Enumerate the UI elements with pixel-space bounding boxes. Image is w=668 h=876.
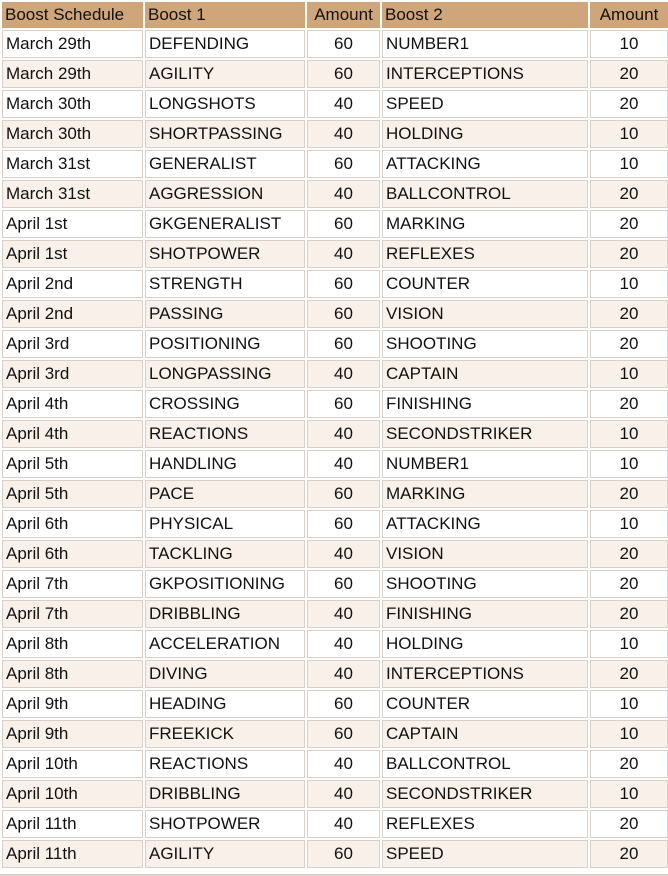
cell-amount-1: 60: [307, 270, 380, 298]
table-row: [2, 780, 668, 808]
cell-boost-1: CROSSING: [145, 390, 305, 418]
cell-amount-1: 40: [307, 240, 380, 268]
cell-amount-1: 60: [307, 840, 380, 868]
table-row: [2, 330, 668, 358]
table-row: [2, 570, 668, 598]
cell-date: April 9th: [2, 720, 143, 748]
cell-boost-1: GKGENERALIST: [145, 210, 305, 238]
cell-date: April 8th: [2, 660, 143, 688]
cell-boost-2: CAPTAIN: [382, 360, 588, 388]
cell-boost-1: REACTIONS: [145, 420, 305, 448]
cell-date: March 30th: [2, 90, 143, 118]
table-row: [2, 360, 668, 388]
cell-amount-2: 20: [590, 180, 668, 208]
cell-date: April 1st: [2, 210, 143, 238]
cell-amount-2: 10: [590, 360, 668, 388]
cell-amount-2: 20: [590, 390, 668, 418]
table-row: [2, 810, 668, 838]
cell-amount-1: 40: [307, 660, 380, 688]
cell-amount-1: 40: [307, 630, 380, 658]
table-row: [2, 180, 668, 208]
cell-amount-1: 60: [307, 210, 380, 238]
cell-boost-1: SHOTPOWER: [145, 810, 305, 838]
table-row: [2, 840, 668, 868]
cell-amount-2: 20: [590, 210, 668, 238]
cell-amount-1: 60: [307, 330, 380, 358]
table-row: [2, 270, 668, 298]
cell-boost-1: LONGSHOTS: [145, 90, 305, 118]
table-row: [2, 600, 668, 628]
cell-amount-1: 40: [307, 750, 380, 778]
cell-date: March 30th: [2, 120, 143, 148]
cell-boost-2: SPEED: [382, 90, 588, 118]
cell-boost-1: HANDLING: [145, 450, 305, 478]
table-row: [2, 390, 668, 418]
cell-date: April 3rd: [2, 330, 143, 358]
cell-boost-2: SECONDSTRIKER: [382, 420, 588, 448]
cell-date: March 31st: [2, 180, 143, 208]
cell-boost-2: ATTACKING: [382, 150, 588, 178]
cell-amount-1: 60: [307, 690, 380, 718]
cell-amount-2: 20: [590, 660, 668, 688]
cell-amount-2: 10: [590, 630, 668, 658]
cell-boost-2: CAPTAIN: [382, 720, 588, 748]
cell-amount-2: 10: [590, 450, 668, 478]
header-boost-2: Boost 2: [382, 2, 588, 28]
cell-amount-1: 40: [307, 90, 380, 118]
cell-boost-1: SHORTPASSING: [145, 120, 305, 148]
cell-boost-2: ATTACKING: [382, 510, 588, 538]
cell-amount-1: 40: [307, 810, 380, 838]
cell-amount-1: 40: [307, 180, 380, 208]
cell-boost-2: INTERCEPTIONS: [382, 660, 588, 688]
table-row: [2, 120, 668, 148]
cell-date: March 29th: [2, 60, 143, 88]
header-amount-1: Amount: [307, 2, 380, 28]
cell-boost-2: SHOOTING: [382, 570, 588, 598]
cell-amount-1: 60: [307, 60, 380, 88]
cell-amount-2: 20: [590, 540, 668, 568]
cell-boost-2: SPEED: [382, 840, 588, 868]
cell-amount-2: 10: [590, 30, 668, 58]
cell-date: April 5th: [2, 480, 143, 508]
cell-amount-1: 40: [307, 420, 380, 448]
cell-date: April 4th: [2, 420, 143, 448]
cell-date: April 4th: [2, 390, 143, 418]
cell-boost-2: NUMBER1: [382, 450, 588, 478]
cell-boost-1: TACKLING: [145, 540, 305, 568]
cell-boost-1: REACTIONS: [145, 750, 305, 778]
cell-date: April 7th: [2, 600, 143, 628]
cell-boost-2: HOLDING: [382, 120, 588, 148]
header-amount-2: Amount: [590, 2, 668, 28]
cell-amount-2: 20: [590, 60, 668, 88]
cell-boost-2: VISION: [382, 300, 588, 328]
cell-date: April 3rd: [2, 360, 143, 388]
cell-amount-2: 20: [590, 480, 668, 508]
cell-boost-1: PACE: [145, 480, 305, 508]
cell-amount-1: 40: [307, 120, 380, 148]
cell-boost-2: REFLEXES: [382, 240, 588, 268]
cell-boost-2: NUMBER1: [382, 30, 588, 58]
table-row: [2, 720, 668, 748]
cell-boost-2: FINISHING: [382, 390, 588, 418]
table-row: [2, 750, 668, 778]
header-row: [2, 2, 668, 28]
table-row: [2, 540, 668, 568]
cell-amount-1: 60: [307, 390, 380, 418]
cell-boost-1: FREEKICK: [145, 720, 305, 748]
cell-amount-2: 20: [590, 600, 668, 628]
cell-boost-1: AGGRESSION: [145, 180, 305, 208]
cell-boost-1: SHOTPOWER: [145, 240, 305, 268]
cell-date: April 2nd: [2, 300, 143, 328]
cell-amount-2: 10: [590, 420, 668, 448]
header-boost-schedule: Boost Schedule: [2, 2, 143, 28]
table-row: [2, 150, 668, 178]
cell-boost-2: REFLEXES: [382, 810, 588, 838]
cell-boost-1: STRENGTH: [145, 270, 305, 298]
cell-boost-1: PHYSICAL: [145, 510, 305, 538]
table-row: [2, 300, 668, 328]
cell-amount-1: 40: [307, 450, 380, 478]
cell-amount-2: 20: [590, 300, 668, 328]
cell-amount-2: 10: [590, 270, 668, 298]
table-row: [2, 510, 668, 538]
table-body: [2, 30, 668, 868]
table-row: [2, 240, 668, 268]
cell-amount-2: 10: [590, 720, 668, 748]
cell-date: April 11th: [2, 840, 143, 868]
cell-date: April 6th: [2, 510, 143, 538]
cell-boost-1: AGILITY: [145, 60, 305, 88]
cell-amount-1: 40: [307, 780, 380, 808]
cell-date: March 29th: [2, 30, 143, 58]
cell-date: April 11th: [2, 810, 143, 838]
cell-amount-2: 20: [590, 810, 668, 838]
cell-boost-1: POSITIONING: [145, 330, 305, 358]
cell-amount-1: 40: [307, 600, 380, 628]
cell-boost-2: HOLDING: [382, 630, 588, 658]
cell-amount-1: 60: [307, 570, 380, 598]
cell-boost-1: DRIBBLING: [145, 780, 305, 808]
cell-date: April 8th: [2, 630, 143, 658]
cell-amount-2: 20: [590, 330, 668, 358]
cell-boost-2: BALLCONTROL: [382, 750, 588, 778]
cell-amount-2: 20: [590, 750, 668, 778]
table-row: [2, 450, 668, 478]
cell-amount-2: 20: [590, 570, 668, 598]
cell-amount-1: 40: [307, 540, 380, 568]
cell-boost-1: GKPOSITIONING: [145, 570, 305, 598]
cell-amount-2: 20: [590, 240, 668, 268]
cell-amount-2: 10: [590, 780, 668, 808]
cell-boost-2: FINISHING: [382, 600, 588, 628]
cell-boost-1: AGILITY: [145, 840, 305, 868]
cell-amount-2: 10: [590, 690, 668, 718]
table-row: [2, 630, 668, 658]
cell-amount-2: 20: [590, 840, 668, 868]
cell-boost-2: MARKING: [382, 480, 588, 508]
cell-boost-1: PASSING: [145, 300, 305, 328]
cell-boost-2: VISION: [382, 540, 588, 568]
cell-amount-1: 40: [307, 360, 380, 388]
cell-boost-2: MARKING: [382, 210, 588, 238]
cell-amount-1: 60: [307, 300, 380, 328]
cell-date: April 1st: [2, 240, 143, 268]
table-row: [2, 30, 668, 58]
cell-amount-2: 10: [590, 510, 668, 538]
cell-boost-2: COUNTER: [382, 270, 588, 298]
cell-boost-1: HEADING: [145, 690, 305, 718]
cell-boost-1: DRIBBLING: [145, 600, 305, 628]
cell-boost-1: DIVING: [145, 660, 305, 688]
cell-amount-1: 60: [307, 30, 380, 58]
table-row: [2, 60, 668, 88]
cell-amount-1: 60: [307, 510, 380, 538]
cell-amount-1: 60: [307, 480, 380, 508]
cell-boost-2: COUNTER: [382, 690, 588, 718]
table-row: [2, 690, 668, 718]
cell-amount-1: 60: [307, 150, 380, 178]
cell-amount-2: 10: [590, 150, 668, 178]
cell-date: April 10th: [2, 780, 143, 808]
cell-date: March 31st: [2, 150, 143, 178]
table-row: [2, 90, 668, 118]
cell-boost-2: SHOOTING: [382, 330, 588, 358]
cell-amount-1: 60: [307, 720, 380, 748]
cell-boost-2: INTERCEPTIONS: [382, 60, 588, 88]
cell-boost-1: ACCELERATION: [145, 630, 305, 658]
cell-date: April 7th: [2, 570, 143, 598]
cell-date: April 2nd: [2, 270, 143, 298]
cell-amount-2: 10: [590, 120, 668, 148]
cell-boost-2: BALLCONTROL: [382, 180, 588, 208]
table-row: [2, 420, 668, 448]
cell-date: April 10th: [2, 750, 143, 778]
header-boost-1: Boost 1: [145, 2, 305, 28]
cell-boost-1: GENERALIST: [145, 150, 305, 178]
cell-boost-2: SECONDSTRIKER: [382, 780, 588, 808]
cell-date: April 5th: [2, 450, 143, 478]
cell-amount-2: 20: [590, 90, 668, 118]
cell-boost-1: LONGPASSING: [145, 360, 305, 388]
cell-date: April 9th: [2, 690, 143, 718]
table-row: [2, 480, 668, 508]
cell-boost-1: DEFENDING: [145, 30, 305, 58]
table-row: [2, 210, 668, 238]
cell-date: April 6th: [2, 540, 143, 568]
table-row: [2, 660, 668, 688]
